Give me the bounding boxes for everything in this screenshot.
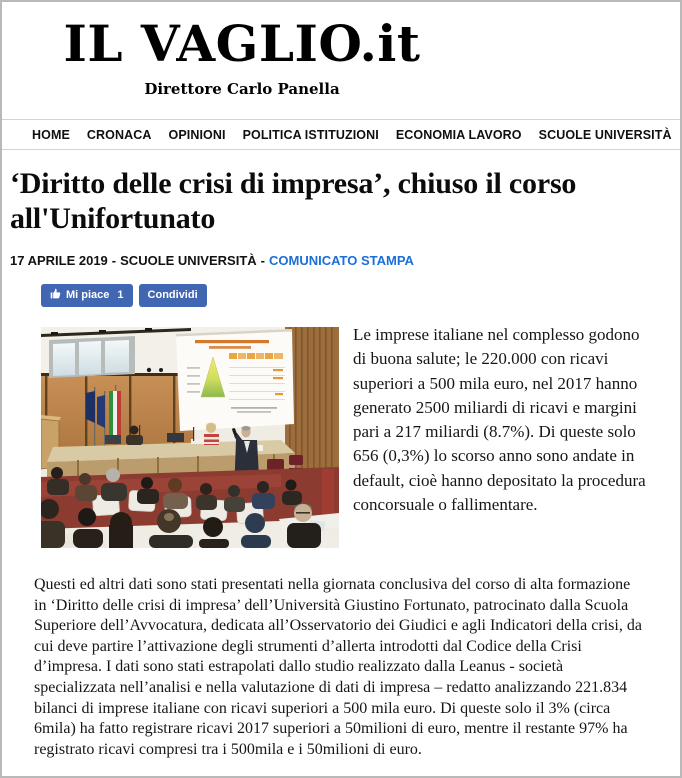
site-logo[interactable]: IL VAGLIO.it xyxy=(63,14,421,73)
meta-separator: - xyxy=(111,253,117,268)
meta-separator: - xyxy=(260,253,265,268)
conference-photo-illustration xyxy=(41,327,339,548)
masthead xyxy=(2,2,482,98)
nav-item-economia-lavoro[interactable]: ECONOMIA LAVORO xyxy=(395,127,522,142)
share-label: Condividi xyxy=(147,289,198,301)
article-media-row xyxy=(41,327,672,548)
facebook-like-button[interactable] xyxy=(41,284,133,307)
facebook-share-button[interactable] xyxy=(139,284,207,307)
article-meta xyxy=(10,253,672,268)
nav-item-politica-istituzioni[interactable]: POLITICA ISTITUZIONI xyxy=(242,127,379,142)
article xyxy=(2,166,680,760)
article-photo xyxy=(41,327,339,548)
article-title: ‘Diritto delle crisi di impresa’, chiuso il corso all'Unifortunato xyxy=(10,167,577,235)
site-tagline: Direttore Carlo Panella xyxy=(144,80,340,98)
article-body-paragraph: Questi ed altri dati sono stati presentati nella giornata conclusiva del corso di alta formazione in ‘Diritto delle crisi di impresa’ dell’Università Giustino Fortunato, patrocinato dalla Scuola Superiore dell’Avvocatura, dedicata all’Osservatorio dei Giudici e agli Indicatori della crisi, da cui deve partire l’attivazione degli strumenti d’allerta introdotti dal Codice della Crisi d’impresa. I dati sono stati estrapolati dallo studio realizzato dalla Leanus - società specializzata nell’analisi e nella valutazione di dati di impresa – redatto analizzando 221.834 bilanci di imprese italiane con ricavi superiori a 500 mila euro. Di queste solo il 3% (circa 6mila) ha fatto registrare ricavi 2017 superiori a 50milioni di euro, mentre il restante 97% ha registrato ricavi compresi tra i 500mila e i 50milioni di euro. xyxy=(34,576,642,758)
social-buttons xyxy=(41,284,672,307)
nav-item-home[interactable]: HOME xyxy=(32,127,70,142)
article-lead-paragraph: Le imprese italiane nel complesso godono di buona salute; le 220.000 con ricavi superiori a 500 mila euro, nel 2017 hanno generato 2500 miliardi di ricavi e margini pari a 217 miliardi (8.7%). Di queste solo 656 (0,3%) lo scorso anno sono andate in default, cioè hanno depositato la procedura concorsuale o fallimentare. xyxy=(353,325,646,515)
article-category-link[interactable]: COMUNICATO STAMPA xyxy=(269,253,414,268)
main-nav xyxy=(2,119,680,150)
like-count: 1 xyxy=(117,289,124,301)
like-label: Mi piace xyxy=(66,289,110,301)
nav-item-cronaca[interactable]: CRONACA xyxy=(86,127,152,142)
nav-item-scuole-universita[interactable]: SCUOLE UNIVERSITÀ xyxy=(538,127,672,142)
thumbs-up-icon xyxy=(50,288,61,302)
nav-item-opinioni[interactable]: OPINIONI xyxy=(168,127,226,142)
article-date: 17 APRILE 2019 xyxy=(10,253,108,268)
article-section-link[interactable]: SCUOLE UNIVERSITÀ xyxy=(120,253,257,268)
